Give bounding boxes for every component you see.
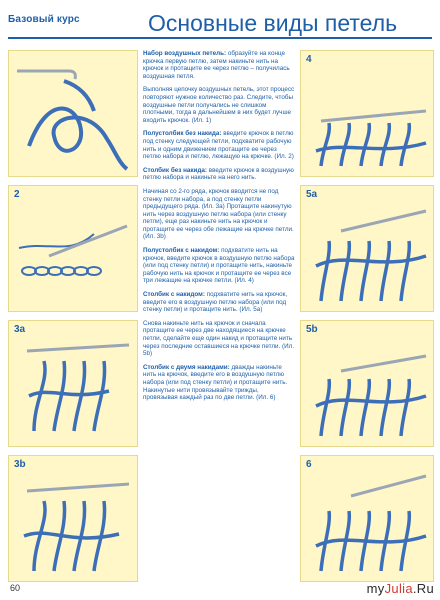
- paragraph: Столбик без накида: введите крючок в воздушную петлю набора и накиньте на него нить.: [143, 166, 294, 182]
- illustration-panel-4: [300, 50, 434, 177]
- panel-label: 2: [14, 189, 20, 200]
- illustration-panel-3b: [8, 455, 138, 582]
- panel-label: 5a: [306, 189, 318, 200]
- illustration-panel-3a: [8, 320, 138, 447]
- stitch-3b-illustration: [9, 456, 137, 581]
- paragraph: Полустолбик с накидом: подхватите нить на крючок, введите крючок в воздушную петлю набора (или под стенку петли) и протащите нить, накиньте рабочую нить на крючок и протащите ее через все три лежащие на крючке петли. (Ил. 4): [143, 247, 295, 285]
- illustration-panel-2: [8, 185, 138, 312]
- title-rule: [8, 37, 432, 39]
- paragraph: Выполняя цепочку воздушных петель, этот процесс повторяют нужное количество раз. Следите, чтобы воздушные петли получались не слишком плотными, тогда в дальнейшем в них будет лучше входить крючок. (Ил. 1): [143, 86, 295, 124]
- section-label: Базовый курс: [8, 14, 80, 25]
- panel-label: 5b: [306, 324, 318, 335]
- stitch-5b-illustration: [301, 321, 433, 446]
- panel-label: 3a: [14, 324, 26, 335]
- paragraph: Набор воздушных петель: образуйте на конце крючка первую петлю, затем накиньте нить на крючок и протащите ее через петлю – получилась воздушная петля.: [143, 50, 290, 80]
- stitch-6-illustration: [301, 456, 433, 581]
- paragraph: Начиная со 2-го ряда, крючок вводится не под стенку петли набора, а под стенку петли предыдущего ряда. (Ил. 3а) Протащите накинутую нить через воздушную петлю набора (или стенку петли), еще раз накиньте нить на крючок и протащите ее через обе лежащие на крючке петли. (Ил. 3b): [143, 187, 294, 241]
- panel-label: 4: [306, 54, 312, 65]
- page-number: 60: [10, 583, 21, 593]
- single-crochet-chain-illustration: [9, 186, 137, 311]
- illustration-panel-6: [300, 455, 434, 582]
- illustration-panel-1: [8, 50, 138, 177]
- paragraph: Столбик с двумя накидами: дважды накиньте нить на крючок, введите его в воздушную петлю набора (или под стенку петли) и протащите нить. Накинутые нити провязывайте трижды, провязывая каждый раз по две петли. (Ил. 6): [143, 363, 288, 402]
- illustration-panel-5a: [300, 185, 434, 312]
- paragraph: Снова накиньте нить на крючок и сначала протащите ее через две находящиеся на крючке петли, сделайте еще один накид и протащите нить через последние оставшиеся на крючке петли. (Ил. 5b): [143, 319, 295, 358]
- illustration-panel-5b: [300, 320, 434, 447]
- stitch-5a-illustration: [301, 186, 433, 311]
- paragraph: Полустолбик без накида: введите крючок в петлю под стенку следующей петли, подхватите рабочую нить и одним движением протащите ее через петлю набора и петлю, лежащую на крючке. (Ил. 2): [143, 130, 294, 161]
- panel-label: 3b: [14, 459, 26, 470]
- panel-label: 6: [306, 459, 312, 470]
- page-title: Основные виды петель: [148, 10, 398, 36]
- stitch-4-illustration: [301, 51, 433, 176]
- instructions-column: [143, 50, 295, 590]
- hook-loop-illustration: [9, 51, 137, 176]
- site-watermark: myJulia.Ru: [366, 581, 434, 596]
- paragraph: Столбик с накидом: подхватите нить на крючок, введите его в воздушную петлю набора (или под стенку петли) и протащите нить. (Ил. 5а): [143, 291, 288, 314]
- stitch-3a-illustration: [9, 321, 137, 446]
